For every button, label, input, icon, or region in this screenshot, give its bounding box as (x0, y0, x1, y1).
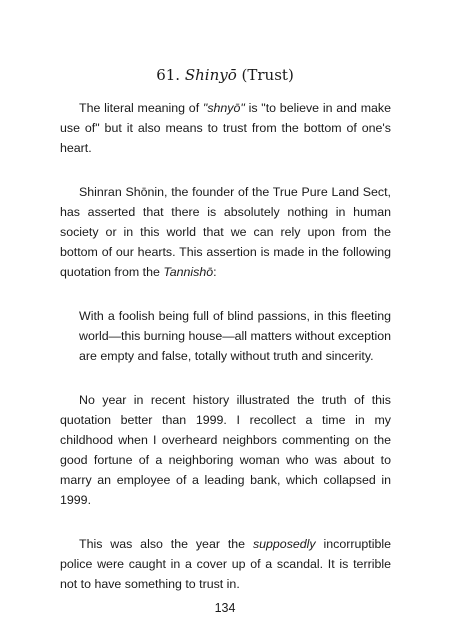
paragraph-4-emphasis: supposedly (252, 537, 316, 551)
paragraph-1-term: "shnyō" (202, 101, 245, 115)
paragraph-2-text-b: : (213, 265, 217, 279)
paragraph-1-text-b: is "to believe in and make use of" but it also means to trust from the bottom of one's heart. (60, 101, 392, 155)
block-quote: With a foolish being full of blind passions, in this fleeting world—this burning house—all matters without exception are empty and false, totally without truth and sincerity. (79, 309, 391, 363)
chapter-heading (0, 64, 450, 86)
page-number: 134 (214, 601, 236, 615)
paragraph-2 (60, 182, 391, 282)
paragraph-4-text-b: incorruptible police were caught in a cover up of a scandal. It is terrible not to have something to trust in. (60, 537, 391, 591)
body-text (60, 98, 391, 618)
paragraph-4-text-a: This was also the year the (79, 537, 253, 551)
paragraph-2-source: Tannishō (163, 265, 214, 279)
heading-number: 61. (156, 66, 181, 84)
heading-translation: (Trust) (241, 66, 294, 84)
paragraph-3: No year in recent history illustrated the truth of this quotation better than 1999. I recollect a time in my childhood when I overheard neighbors commenting on the good fortune of a neighboring woman who was about to marry an employee of a leading bank, which collapsed in 1999. (60, 393, 391, 507)
paragraph-2-text-a: Shinran Shōnin, the founder of the True Pure Land Sect, has asserted that there is absolutely nothing in human society or in this world that we can rely upon from the bottom of our hearts. This assertion is made in the following quotation from the (60, 185, 391, 279)
paragraph-1 (60, 98, 391, 158)
paragraph-1-text-a: The literal meaning of (79, 101, 203, 115)
heading-term: Shinyō (184, 66, 237, 84)
paragraph-4 (60, 534, 391, 594)
